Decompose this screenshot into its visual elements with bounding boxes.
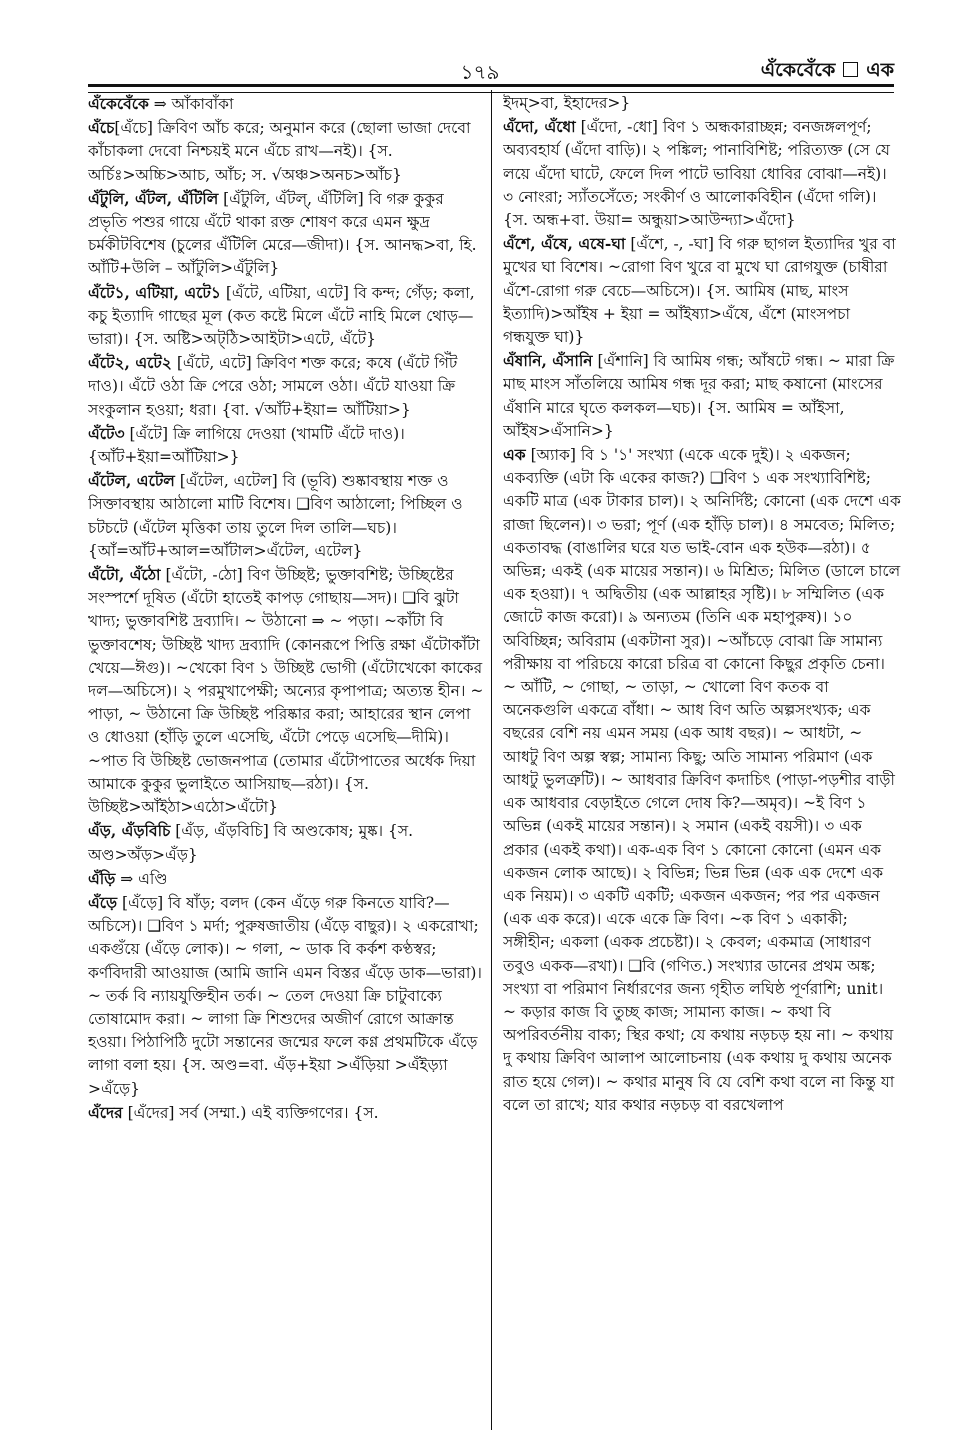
entry-headword: এঁদো, এঁধো bbox=[503, 117, 576, 137]
dictionary-entry bbox=[88, 187, 486, 281]
entry-headword: এঁটে৩ bbox=[88, 423, 125, 443]
page-number: ১৭৯ bbox=[460, 60, 500, 84]
entry-headword: এঁকেবেঁকে bbox=[88, 94, 149, 113]
entry-definition: ইদম্>বা, ইহাদের>} bbox=[503, 94, 631, 112]
dictionary-entry bbox=[503, 349, 901, 443]
entry-headword: এঁড়ে bbox=[88, 892, 118, 912]
separator-box-icon bbox=[843, 62, 858, 77]
right-column bbox=[503, 92, 901, 1437]
entry-definition: [এঁচে] ক্রিবিণ আঁচ করে; অনুমান করে (ছোলা ভাজা দেবো কাঁচাকলা দেবো নিশ্চয়ই মনে এঁচে রাখ—নই)। {স. অর্চিঃ>অচ্চি>আচ, আঁচ; স. √অঞ্চ>অনচ>আঁচ} bbox=[88, 119, 471, 184]
entry-headword: এঁড়ি bbox=[88, 868, 116, 888]
entry-headword: এক bbox=[503, 445, 526, 465]
dictionary-entry bbox=[88, 281, 486, 352]
guide-word-right: এক bbox=[866, 59, 894, 81]
dictionary-entry bbox=[88, 1101, 486, 1125]
dictionary-entry bbox=[503, 115, 901, 232]
entry-definition: [এঁটো, -ঠো] বিণ উচ্ছিষ্ট; ভুক্তাবশিষ্ট; উচ্ছিষ্টের সংস্পর্শে দূষিত (এঁটো হাতেই কাপড় গোছায়—সদ)। ❑বি ঝুটা খাদ্য; ভুক্তাবশিষ্ট দ্রব্যাদি। ~ উঠানো ⇒ ~ পড়া। ~কাঁটা বি ভুক্তাবশেষ; উচ্ছিষ্ট খাদ্য দ্রব্যাদি (কোনরূপে পিত্তি রক্ষা এঁটোকাঁটা খেয়ে—ঈগু)। ~খেকো বিণ ১ উচ্ছিষ্ট ভোগী (এঁটোখেকো কাকের দল—অচিসে)। ২ পরমুখাপেক্ষী; অন্যের কৃপাপাত্র; অত্যন্ত হীন। ~ পাড়া, ~ উঠানো ক্রি উচ্ছিষ্ট পরিষ্কার করা; আহারের স্থান লেপা ও ধোওয়া (হাঁড়ি তুলে এসেছি, এঁটো পেড়ে এসেছি—দীমি)। ~পাত বি উচ্ছিষ্ট ভোজনপাত্র (তোমার এঁটোপাতের অর্ধেক দিয়া আমাকে কুকুর ভুলাইতে আসিয়াছ—রঠা)। {স. উচ্ছিষ্ট>আঁইঠা>এঠো>এঁটো} bbox=[88, 566, 484, 817]
entry-headword: এঁটে২, এটে২ bbox=[88, 353, 172, 373]
entry-definition: [এঁটে] ক্রি লাগিয়ে দেওয়া (খামটি এঁটে দাও)। {আঁট+ইয়া=আঁটিয়া>} bbox=[88, 424, 405, 467]
entry-headword: এঁটেল, এটেল bbox=[88, 471, 175, 491]
entry-definition: [এঁশে, -, -ঘা] বি গরু ছাগল ইত্যাদির খুর বা মুখের ঘা বিশেষ। ~রোগা বিণ খুরে বা মুখে ঘা রোগযুক্ত (চাষীরা এঁশে-রোগা গরু বেচে—অচিসে)। {স. আমিষ (মাছ, মাংস ইত্যাদি)>আঁইষ + ইয়া = আঁইষ্যা>এঁষে, এঁশে (মাংসপচা গন্ধযুক্ত ঘা)} bbox=[503, 235, 896, 347]
entry-headword: এঁটুলি, এঁটল, এঁটিলি bbox=[88, 188, 219, 208]
entry-definition: [অ্যাক] বি ১ '১' সংখ্যা (একে একে দুই)। ২ একজন; একব্যক্তি (এটা কি একের কাজ?) ❑বিণ ১ এক সংখ্যাবিশিষ্ট; একটি মাত্র (এক টাকার চাল)। ২ অনির্দিষ্ট; কোনো (এক দেশে এক রাজা ছিলেন)। ৩ ভরা; পূর্ণ (এক হাঁড়ি চাল)। ৪ সমবেত; মিলিত; একতাবদ্ধ (বাঙালির ঘরে যত ভাই-বোন এক হউক—রঠা)। ৫ অভিন্ন; একই (এক মায়ের সন্তান)। ৬ মিশ্রিত; মিলিত (ডালে চালে এক হওয়া)। ৭ অদ্বিতীয় (এক আল্লাহর সৃষ্টি)। ৮ সম্মিলিত (এক জোটে কাজ করো)। ৯ অন্যতম (তিনি এক মহাপুরুষ)। ১০ অবিচ্ছিন্ন; অবিরাম (একটানা সুর)। ~আঁচড়ে বোঝা ক্রি সামান্য পরীক্ষায় বা পরিচয়ে কারো চরিত্র বা কোনো কিছুর প্রকৃতি চেনা। ~ আঁটি, ~ গোছা, ~ তাড়া, ~ খোলো বিণ কতক বা অনেকগুলি একত্রে বাঁধা। ~ আধ বিণ অতি অল্পসংখ্যক; এক বছরের বেশি নয় এমন সময় (এক আধ বছর)। ~ আধটা, ~ আধটু বিণ অল্প স্বল্প; সামান্য কিছু; অতি সামান্য পরিমাণ (এক আধটু ভুলত্রুটি)। ~ আধবার ক্রিবিণ কদাচিৎ (পাড়া-পড়শীর বাড়ী এক আধবার বেড়াইতে গেলে দোষ কি?—অমৃব)। ~ই বিণ ১ অভিন্ন (একই মায়ের সন্তান)। ২ সমান (একই বয়সী)। ৩ এক প্রকার (একই কথা)। এক-এক বিণ ১ কোনো কোনো (এমন এক একজন লোক আছে)। ২ বিভিন্ন; ভিন্ন ভিন্ন (এক এক দেশে এক এক নিয়ম)। ৩ একটি একটি; একজন একজন; পর পর একজন (এক এক করে)। একে একে ক্রি বিণ। ~ক বিণ ১ একাকী; সঙ্গীহীন; একলা (একক প্রচেষ্টা)। ২ কেবল; একমাত্র (সাধারণ তবুও একক—রখা)। ❑বি (গণিত.) সংখ্যার ডানের প্রথম অঙ্ক; সংখ্যা বা পরিমাণ নির্ধারণের জন্য গৃহীত লঘিষ্ঠ পূর্ণরাশি; unit। ~ কড়ার কাজ বি তুচ্ছ কাজ; সামান্য কাজ। ~ কথা বি অপরিবর্তনীয় বাক্য; স্থির কথা; যে কথায় নড়চড় হয় না। ~ কথায় দু কথায় ক্রিবিণ আলাপ আলোচনায় (এক কথায় দু কথায় অনেক রাত হয়ে গেল)। ~ কথার মানুষ বি যে বেশি কথা বলে না কিন্তু যা বলে তা রাখে; যার কথার নড়চড় বা বরখেলাপ bbox=[503, 446, 901, 1114]
dictionary-entry bbox=[88, 867, 486, 891]
column-divider bbox=[491, 90, 492, 1430]
entry-definition: ⇒ এণ্ডি bbox=[115, 869, 168, 888]
dictionary-entry bbox=[88, 891, 486, 1101]
guide-word-left: এঁকেবেঁকে bbox=[760, 59, 836, 81]
entry-headword: এঁচে bbox=[88, 118, 115, 138]
entry-definition: [এঁড়, এঁড়বিচি] বি অণ্ডকোষ; মুষ্ক। {স. অণ্ড>অঁড়>এঁড়} bbox=[88, 822, 414, 864]
entry-definition: [এঁদো, -ধো] বিণ ১ অন্ধকারাচ্ছন্ন; বনজঙ্গলপূর্ণ; অব্যবহার্য (এঁদো বাড়ি)। ২ পঙ্কিল; পানাবিশিষ্ট; পরিত্যক্ত (সে যে লয়ে এঁদো ঘাটে, ফেলে দিল পাটে ভাবিয়া ধোবির বোঝা—নই)। ৩ নোংরা; স্যাঁতসেঁতে; সংকীর্ণ ও আলোকবিহীন (এঁদো গলি)। {স. অন্ধ+বা. উয়া= অন্ধুয়া>আউন্দ্যা>এঁদো} bbox=[503, 118, 890, 230]
entry-definition: ⇒ আঁকাবাঁকা bbox=[148, 95, 234, 113]
dictionary-entry bbox=[88, 469, 486, 563]
entry-definition: [এঁদের] সর্ব (সম্মা.) এই ব্যক্তিগণের। {স. bbox=[122, 1103, 379, 1122]
dictionary-entry bbox=[88, 92, 486, 116]
entry-headword: এঁষানি, এঁসানি bbox=[503, 351, 593, 371]
dictionary-entry bbox=[503, 443, 901, 1117]
entry-headword: এঁটে১, এটিয়া, এটে১ bbox=[88, 282, 221, 302]
dictionary-entry bbox=[88, 116, 486, 187]
dictionary-entry bbox=[88, 563, 486, 819]
entry-definition: [এঁড়ে] বি ষাঁড়; বলদ (কেন এঁড়ে গরু কিনতে যাবি?—অচিসে)। ❑বিণ ১ মর্দা; পুরুষজাতীয় (এঁড়ে বাছুর)। ২ একরোখা; একগুঁয়ে (এঁড়ে লোক)। ~ গলা, ~ ডাক বি কর্কশ কণ্ঠস্বর; কর্ণবিদারী আওয়াজ (আমি জানি এমন বিস্তর এঁড়ে ডাক—ভারা)। ~ তর্ক বি ন্যায়যুক্তিহীন তর্ক। ~ তেল দেওয়া ক্রি চাটুবাক্যে তোষামোদ করা। ~ লাগা ক্রি শিশুদের অজীর্ণ রোগে আক্রান্ত হওয়া। পিঠাপিঠি দুটো সন্তানের জন্মের ফলে কণ্ণ প্রথমটিকে এঁড়ে লাগা বলা হয়। {স. অণ্ড=বা. এঁড়+ইয়া >এঁড়িয়া >এঁইড়্যা >এঁড়ে} bbox=[88, 893, 482, 1098]
left-column bbox=[88, 92, 486, 1437]
dictionary-entry bbox=[88, 351, 486, 422]
dictionary-entry bbox=[88, 819, 486, 866]
entry-headword: এঁশে, এঁষে, এষে-ঘা bbox=[503, 234, 626, 254]
entry-definition: [এঁটুলি, এঁটল্, এঁটিলি] বি গরু কুকুর প্রভৃতি পশুর গায়ে এঁটে থাকা রক্ত শোষণ করে এমন ক্ষুদ্র চর্মকীটবিশেষ (চুলের এঁটিলি মেরে—জীদা)। {স. আনদ্ধ>বা, হি. আঁটি+উলি – আঁটুলি>এঁটুলি} bbox=[88, 189, 477, 278]
entry-definition: [এঁটে, এটিয়া, এটে] বি কন্দ; গেঁড়; কলা, কচু ইত্যাদি গাছের মূল (কত কষ্টে মিলে এঁটে নাহি মিলে থোড়—ভারা)। {স. অষ্টি>অট্‌ঠি>আইটা>এটে, এঁটে} bbox=[88, 283, 475, 349]
entry-headword: এঁড়, এঁড়বিচি bbox=[88, 821, 171, 841]
dictionary-entry bbox=[503, 92, 901, 115]
entry-definition: [এঁটে, এটে] ক্রিবিণ শক্ত করে; কষে (এঁটে গিঁট দাও)। এঁটে ওঠা ক্রি পেরে ওঠা; সামলে ওঠা। এঁটে যাওয়া ক্রি সংকুলান হওয়া; ধরা। {বা. √আঁট+ইয়া= আঁটিয়া>} bbox=[88, 354, 458, 419]
dictionary-entry bbox=[503, 232, 901, 349]
entry-definition: [এঁশানি] বি আমিষ গন্ধ; আঁষটে গন্ধ। ~ মারা ক্রি মাছ মাংস সাঁতলিয়ে আমিষ গন্ধ দূর করা; মাছ কষানো (মাংসের এঁষানি মারে ঘৃতে কলকল—ঘচ)। {স. আমিষ = আঁইসা, আঁইষ>এঁসানি>} bbox=[503, 352, 895, 440]
entry-headword: এঁদের bbox=[88, 1102, 123, 1122]
entry-headword: এঁটো, এঁঠো bbox=[88, 565, 161, 585]
entry-definition: [এঁটেল, এটেল] বি (ভূবি) শুষ্কাবস্থায় শক্ত ও সিক্তাবস্থায় আঠালো মাটি বিশেষ। ❑বিণ আঠালো; পিচ্ছিল ও চটচটে (এঁটেল মৃত্তিকা তায় তুলে দিল তালি—ঘচ)। {আঁ=আঁট+আল=আঁটাল>এঁটেল, এটেল} bbox=[88, 472, 463, 560]
dictionary-entry bbox=[88, 422, 486, 469]
